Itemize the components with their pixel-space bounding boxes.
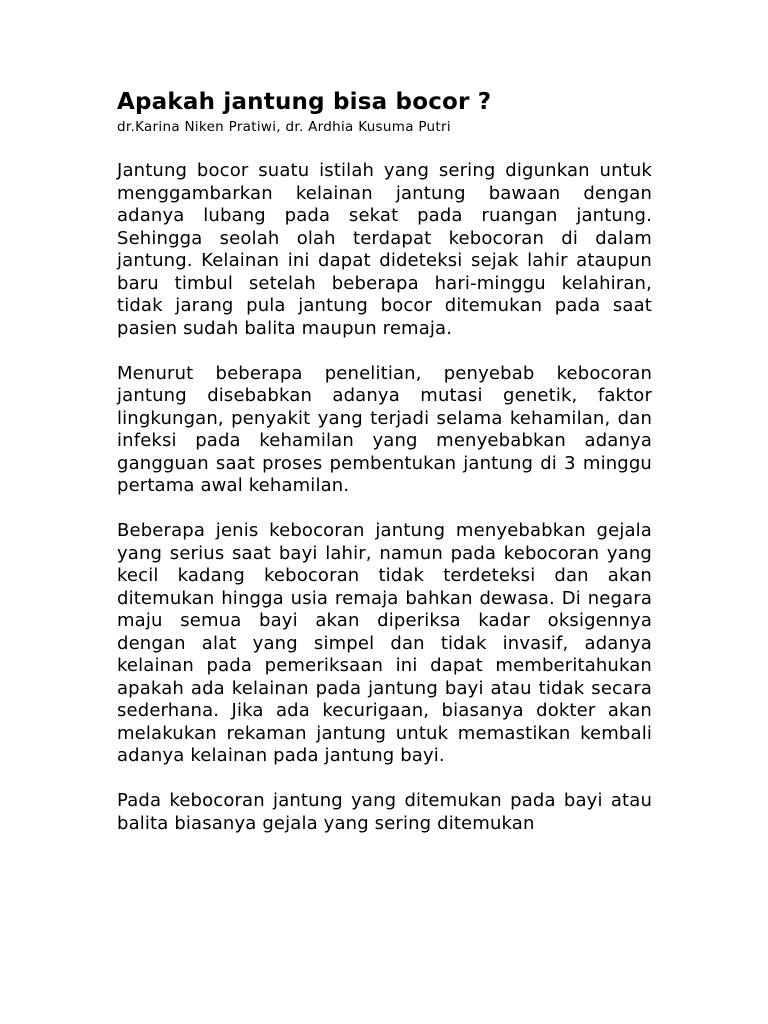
document-authors: dr.Karina Niken Pratiwi, dr. Ardhia Kusuma Putri	[117, 119, 451, 135]
document-page	[117, 88, 652, 858]
paragraph-2: Menurut beberapa penelitian, penyebab kebocoran jantung disebabkan adanya mutasi genetik, faktor lingkungan, penyakit yang terjadi selama kehamilan, dan infeksi pada kehamilan yang menyebabkan adanya gangguan saat proses pembentukan jantung di 3 minggu pertama awal kehamilan.	[117, 362, 652, 496]
document-body	[117, 160, 652, 835]
paragraph-3: Beberapa jenis kebocoran jantung menyebabkan gejala yang serius saat bayi lahir, namun pada kebocoran yang kecil kadang kebocoran tidak terdeteksi dan akan ditemukan hingga usia remaja bahkan dewasa. Di negara maju semua bayi akan diperiksa kadar oksigennya dengan alat yang simpel dan tidak invasif, adanya kelainan pada pemeriksaan ini dapat memberitahukan apakah ada kelainan pada jantung bayi atau tidak secara sederhana. Jika ada kecurigaan, biasanya dokter akan melakukan rekaman jantung untuk memastikan kembali adanya kelainan pada jantung bayi.	[117, 520, 652, 766]
paragraph-4: Pada kebocoran jantung yang ditemukan pada bayi atau balita biasanya gejala yang sering ditemukan	[117, 790, 652, 834]
document-title: Apakah jantung bisa bocor ?	[117, 89, 492, 115]
paragraph-1: Jantung bocor suatu istilah yang sering digunkan untuk menggambarkan kelainan jantung bawaan dengan adanya lubang pada sekat pada ruangan jantung. Sehingga seolah olah terdapat kebocoran di dalam jantung. Kelainan ini dapat dideteksi sejak lahir ataupun baru timbul setelah beberapa hari-minggu kelahiran, tidak jarang pula jantung bocor ditemukan pada saat pasien sudah balita maupun remaja.	[117, 160, 652, 339]
